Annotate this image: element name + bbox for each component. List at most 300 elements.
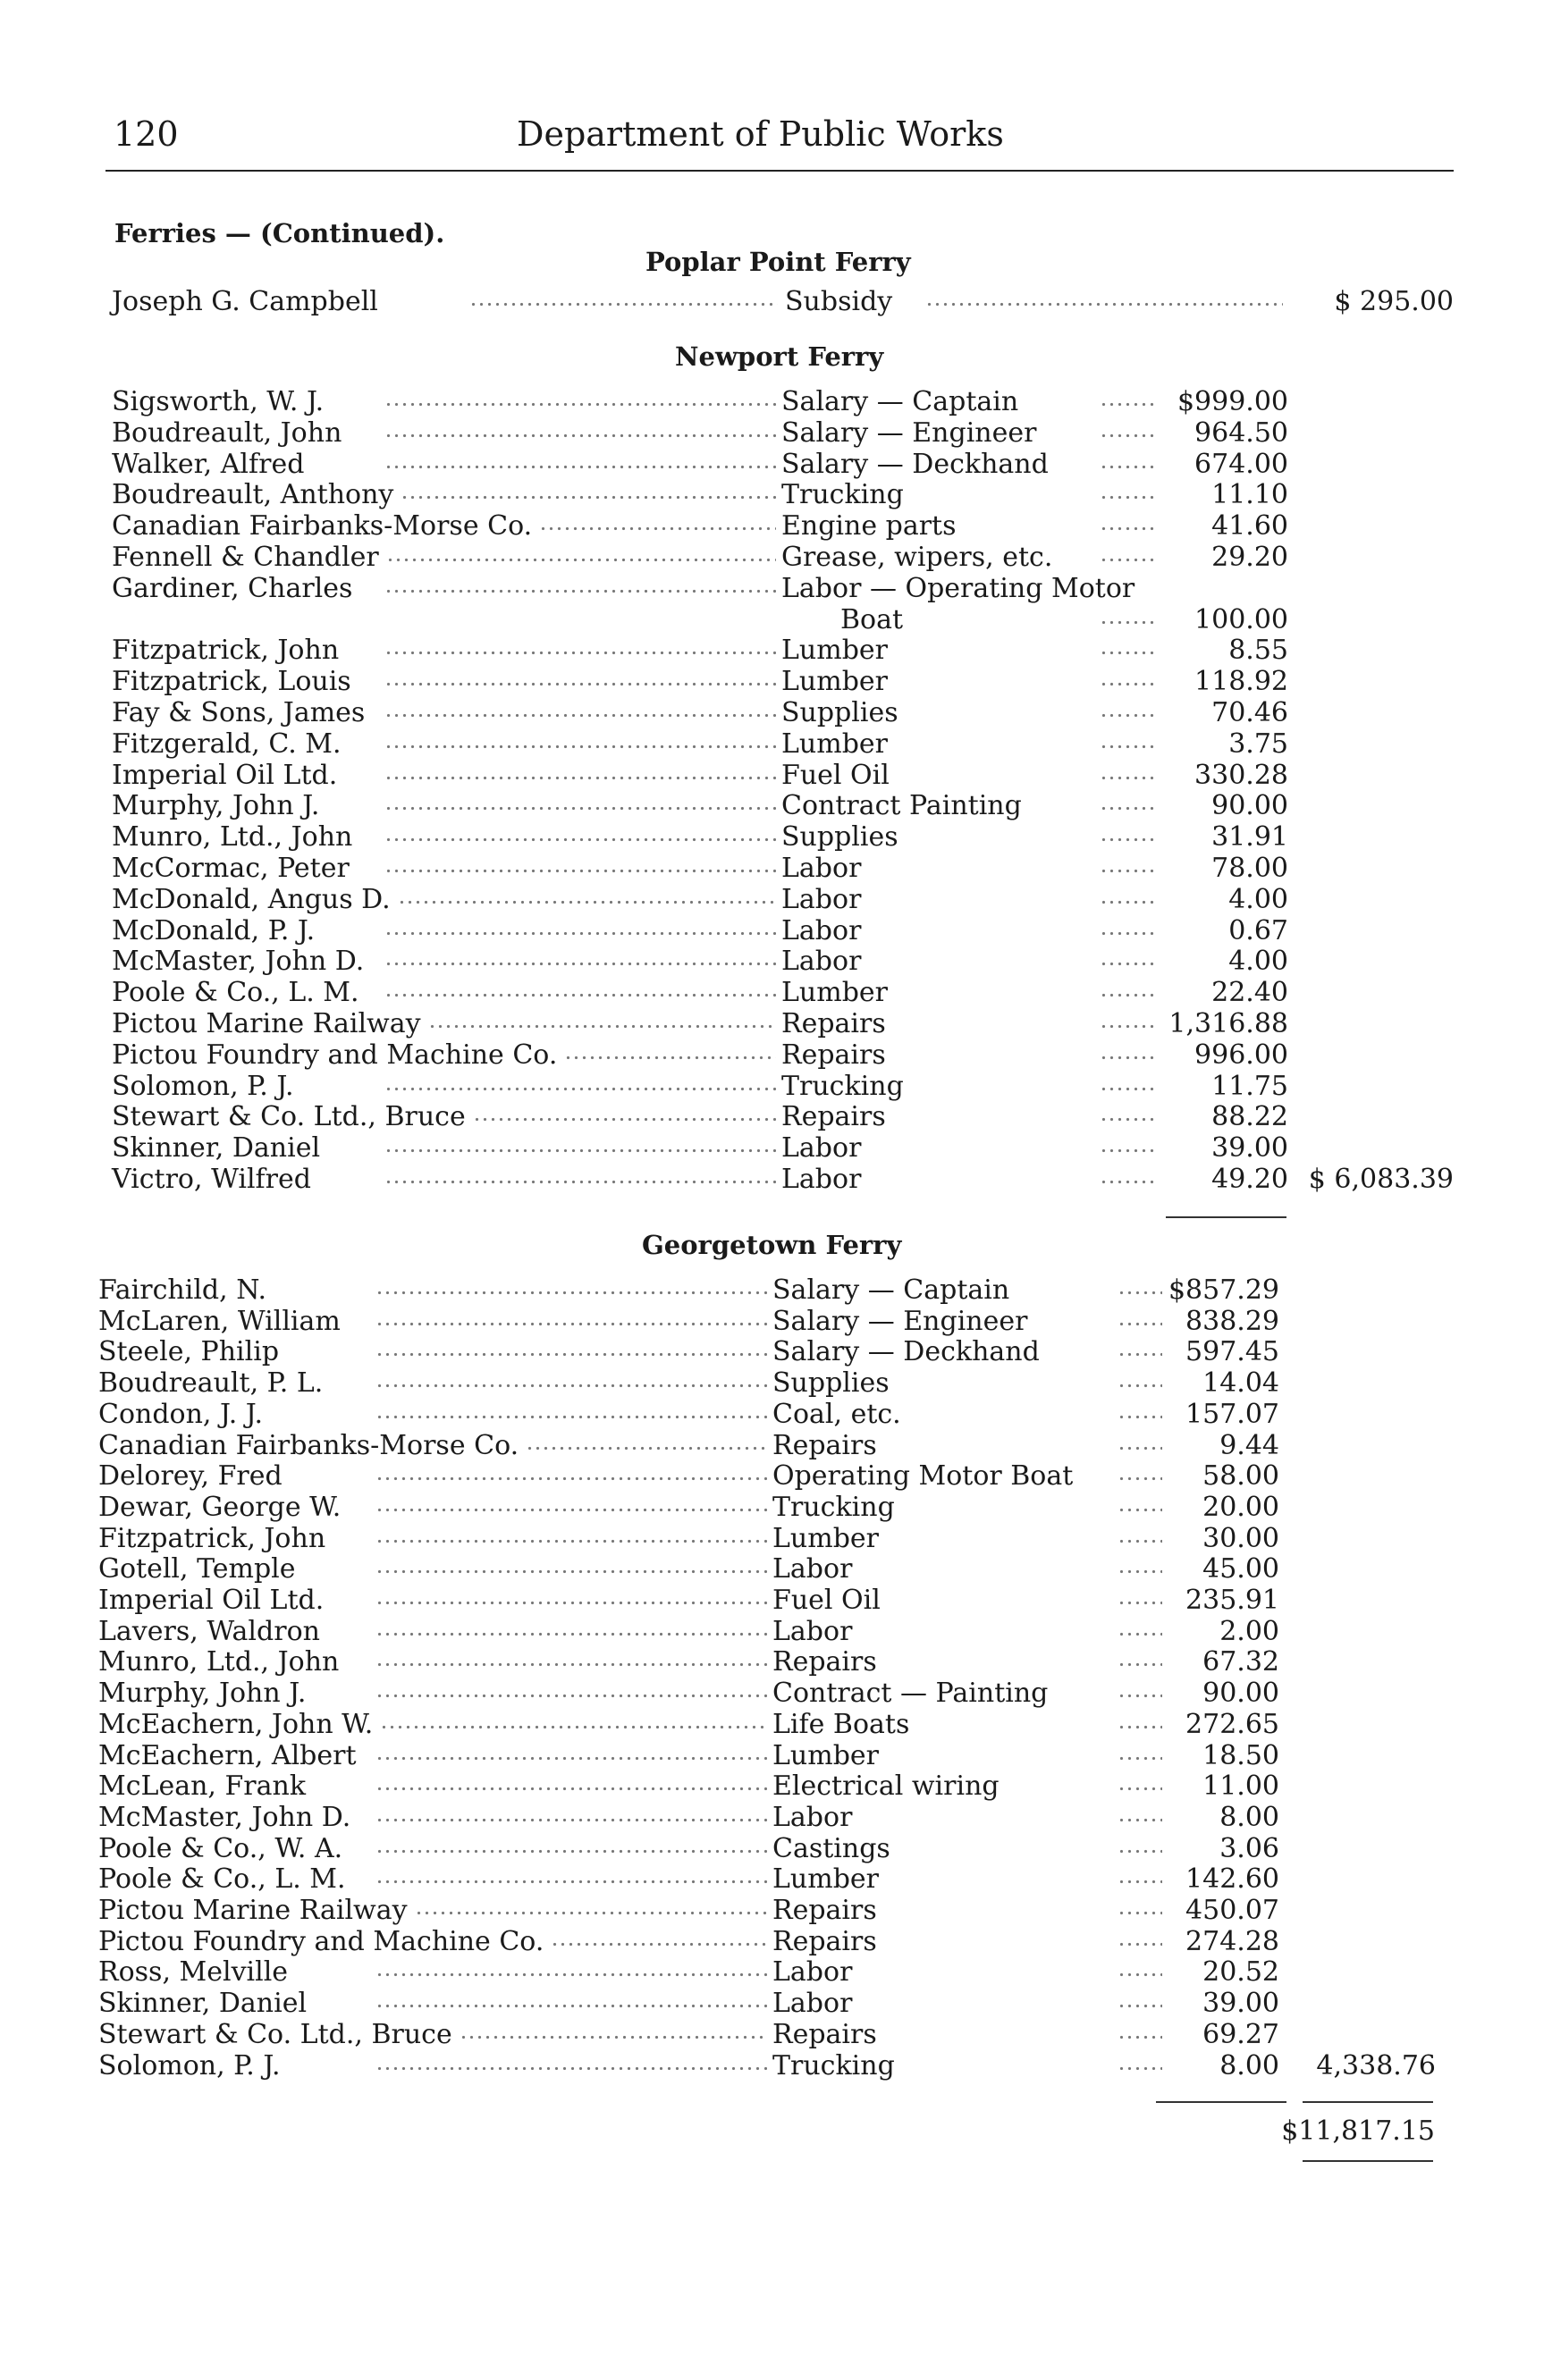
leader-dots [1118, 1336, 1162, 1359]
payment-amount: 30.00 [1202, 1522, 1279, 1554]
payment-description: Castings [772, 1832, 890, 1864]
payment-amount: 996.00 [1194, 1039, 1288, 1071]
newport-subtotal-rule [1166, 1216, 1286, 1218]
leader-dots [1118, 1523, 1162, 1546]
leader-dots [1118, 2050, 1162, 2073]
payee-name: Fitzpatrick, John [98, 1522, 326, 1554]
payee-name: McMaster, John D. [112, 946, 365, 978]
payment-description: Trucking [781, 1070, 904, 1102]
leader-dots [1100, 417, 1158, 441]
payee-name: Imperial Oil Ltd. [98, 1585, 325, 1616]
page-title: Department of Public Works [517, 114, 1004, 154]
leader-dots [1118, 1460, 1162, 1484]
expense-row [0, 1008, 1552, 1040]
poplar-row [0, 286, 1552, 318]
leader-dots [1100, 853, 1158, 876]
payment-description: Lumber [781, 727, 888, 760]
payment-description: Repairs [781, 1008, 886, 1039]
expense-row [0, 417, 1552, 450]
payment-description: Labor [781, 946, 862, 978]
payment-description: Boat [840, 603, 904, 635]
leader-dots [375, 1367, 767, 1391]
ferry-total: $ 6,083.39 [1308, 1164, 1454, 1195]
payment-amount: 4.00 [1228, 946, 1288, 978]
leader-dots [1100, 1164, 1158, 1187]
leader-dots [1118, 1492, 1162, 1515]
payment-amount: 58.00 [1202, 1460, 1279, 1493]
expense-row [0, 604, 1552, 636]
payment-amount: 11.00 [1202, 1770, 1279, 1803]
payment-description: Lumber [781, 635, 888, 667]
payee-name: Sigsworth, W. J. [112, 386, 325, 417]
payment-amount: 142.60 [1185, 1863, 1279, 1896]
payment-description: Salary — Engineer [781, 416, 1037, 449]
expense-row [0, 853, 1552, 885]
payment-description: Supplies [781, 697, 898, 728]
payment-amount: 45.00 [1202, 1553, 1279, 1585]
leader-dots [1118, 1770, 1162, 1794]
leader-dots [375, 1523, 767, 1546]
payment-amount: 274.28 [1185, 1925, 1279, 1957]
payment-description: Engine parts [781, 510, 957, 542]
leader-dots [1100, 1071, 1158, 1094]
leader-dots [1100, 760, 1158, 783]
leader-dots [1118, 1274, 1162, 1298]
expense-row [0, 1492, 1552, 1524]
leader-dots [1100, 977, 1158, 1000]
leader-dots [384, 760, 776, 783]
payee-name: Ross, Melville [98, 1956, 289, 1989]
payment-amount: 1,316.88 [1168, 1008, 1288, 1039]
expense-row [0, 1802, 1552, 1834]
expense-row [0, 1071, 1552, 1103]
expense-row [0, 2019, 1552, 2051]
payee-name: McDonald, Angus D. [112, 883, 391, 915]
leader-dots [1118, 1430, 1162, 1453]
expense-row [0, 1523, 1552, 1555]
payment-description: Trucking [772, 2049, 895, 2081]
leader-dots [375, 1678, 767, 1701]
payee-name: Skinner, Daniel [112, 1132, 321, 1165]
payment-description: Labor [781, 1132, 862, 1165]
leader-dots [375, 1399, 767, 1422]
payment-amount: $857.29 [1168, 1274, 1279, 1306]
leader-dots [384, 1071, 776, 1094]
expense-row [0, 1274, 1552, 1307]
payment-amount: 4.00 [1228, 883, 1288, 915]
payment-description: Operating Motor Boat [772, 1460, 1074, 1493]
payment-amount: 14.04 [1202, 1367, 1279, 1400]
payment-description: Life Boats [772, 1708, 910, 1740]
leader-dots [384, 417, 776, 441]
payment-amount: 9.44 [1219, 1429, 1279, 1461]
expense-row [0, 1132, 1552, 1165]
leader-dots [469, 286, 778, 309]
payment-description: Salary — Engineer [772, 1305, 1028, 1337]
payment-description: Supplies [772, 1367, 890, 1400]
payee-name: Solomon, P. J. [98, 2049, 281, 2081]
leader-dots [1100, 666, 1158, 689]
payment-amount: 90.00 [1211, 790, 1288, 822]
leader-dots [384, 977, 776, 1000]
georgetown-heading: Georgetown Ferry [642, 1230, 902, 1260]
leader-dots [1100, 1039, 1158, 1063]
payee-name: Condon, J. J. [98, 1398, 263, 1430]
leader-dots [1100, 790, 1158, 813]
grand-total-value: $11,817.15 [1281, 2115, 1435, 2147]
expense-row [0, 821, 1552, 854]
leader-dots [460, 2019, 767, 2042]
expense-row [0, 760, 1552, 792]
expense-row [0, 1399, 1552, 1431]
payment-description: Repairs [781, 1039, 886, 1071]
payment-description: Labor [781, 1164, 862, 1195]
payee-name: Poole & Co., W. A. [98, 1832, 343, 1864]
payee-name: Pictou Marine Railway [98, 1895, 408, 1926]
leader-dots [384, 946, 776, 969]
payee-name: Victro, Wilfred [112, 1164, 311, 1195]
expense-row [0, 386, 1552, 418]
leader-dots [1118, 1553, 1162, 1577]
payment-description: Salary — Deckhand [772, 1336, 1040, 1368]
payee-name: Dewar, George W. [98, 1491, 342, 1523]
payment-amount: 20.00 [1202, 1491, 1279, 1523]
leader-dots [375, 1863, 767, 1887]
payment-amount: 2.00 [1219, 1615, 1279, 1647]
payee-name: McEachern, Albert [98, 1739, 357, 1771]
leader-dots [375, 1802, 767, 1825]
payee-name: Delorey, Fred [98, 1460, 283, 1493]
payment-description: Labor — Operating Motor [781, 572, 1135, 604]
leader-dots [375, 1740, 767, 1763]
payee-name: Pictou Foundry and Machine Co. [112, 1039, 558, 1071]
expense-row [0, 666, 1552, 698]
leader-dots [1100, 604, 1158, 627]
leader-dots [375, 1492, 767, 1515]
expense-row [0, 1709, 1552, 1741]
payee-name: Canadian Fairbanks-Morse Co. [112, 510, 533, 542]
payment-description: Lumber [781, 666, 888, 698]
payee-name: McMaster, John D. [98, 1801, 351, 1833]
leader-dots [1118, 1709, 1162, 1732]
leader-dots [1100, 915, 1158, 938]
expense-row [0, 1863, 1552, 1896]
expense-row [0, 1770, 1552, 1803]
payment-amount: 272.65 [1185, 1708, 1279, 1740]
leader-dots [375, 1833, 767, 1856]
expense-row [0, 1926, 1552, 1958]
expense-row [0, 1101, 1552, 1133]
leader-dots [375, 1770, 767, 1794]
expense-row [0, 1039, 1552, 1072]
payee-name: Stewart & Co. Ltd., Bruce [98, 2018, 452, 2050]
newport-heading: Newport Ferry [675, 341, 884, 372]
ferry-total: 4,338.76 [1316, 2049, 1436, 2081]
expense-row [0, 635, 1552, 667]
payment-description: Labor [772, 1615, 853, 1647]
expense-row [0, 510, 1552, 542]
leader-dots [375, 1646, 767, 1669]
payment-description: Labor [781, 914, 862, 946]
payment-description: Salary — Captain [781, 386, 1019, 417]
payment-amount: 3.75 [1228, 727, 1288, 760]
payment-description: Repairs [772, 2018, 877, 2050]
payee-name: Skinner, Daniel [98, 1988, 308, 2020]
payment-amount: 0.67 [1228, 914, 1288, 946]
payee-name: McDonald, P. J. [112, 914, 316, 946]
payee-name: Steele, Philip [98, 1336, 280, 1368]
payment-amount: 49.20 [1211, 1164, 1288, 1195]
grand-total-top-rule [1303, 2101, 1433, 2103]
expense-row [0, 542, 1552, 574]
payment-amount: 90.00 [1202, 1678, 1279, 1710]
leader-dots [415, 1895, 767, 1918]
leader-dots [384, 666, 776, 689]
leader-dots [384, 728, 776, 752]
payment-description: Labor [772, 1956, 853, 1989]
poplar-desc: Subsidy [785, 286, 893, 317]
leader-dots [473, 1101, 776, 1124]
payee-name: Fennell & Chandler [112, 542, 379, 573]
payee-name: McLaren, William [98, 1305, 341, 1337]
payment-description: Repairs [772, 1646, 877, 1678]
payee-name: Imperial Oil Ltd. [112, 759, 338, 791]
leader-dots [384, 386, 776, 409]
leader-dots [564, 1039, 776, 1063]
payee-name: Munro, Ltd., John [112, 821, 353, 854]
leader-dots [1100, 728, 1158, 752]
payment-description: Labor [772, 1801, 853, 1833]
payee-name: Solomon, P. J. [112, 1070, 294, 1102]
payee-name: Fairchild, N. [98, 1274, 267, 1306]
expense-row [0, 1430, 1552, 1462]
leader-dots [1118, 1646, 1162, 1669]
payee-name: McCormac, Peter [112, 853, 350, 884]
header-rule [105, 170, 1454, 172]
leader-dots [384, 449, 776, 472]
expense-row [0, 1585, 1552, 1617]
expense-row [0, 790, 1552, 822]
leader-dots [375, 1336, 767, 1359]
payment-description: Trucking [781, 479, 904, 511]
page-number: 120 [114, 114, 179, 154]
payment-amount: 838.29 [1185, 1305, 1279, 1337]
expense-row [0, 1367, 1552, 1400]
payment-description: Lumber [772, 1863, 879, 1896]
expense-row [0, 728, 1552, 761]
leader-dots [375, 1988, 767, 2011]
expense-row [0, 2050, 1552, 2082]
expense-row [0, 697, 1552, 729]
leader-dots [384, 821, 776, 845]
expense-row [0, 1460, 1552, 1493]
expense-row [0, 479, 1552, 511]
georgetown-subtotal-rule [1156, 2101, 1286, 2103]
payee-name: Canadian Fairbanks-Morse Co. [98, 1429, 519, 1461]
leader-dots [1118, 1585, 1162, 1608]
leader-dots [384, 635, 776, 658]
payee-name: Walker, Alfred [112, 448, 305, 480]
expense-row [0, 1306, 1552, 1338]
payment-amount: 31.91 [1211, 821, 1288, 854]
payment-description: Fuel Oil [772, 1585, 881, 1616]
payment-amount: 78.00 [1211, 853, 1288, 884]
leader-dots [1118, 1399, 1162, 1422]
expense-row [0, 977, 1552, 1009]
poplar-name: Joseph G. Campbell [112, 286, 378, 317]
payment-amount: 235.91 [1185, 1585, 1279, 1616]
payee-name: Gardiner, Charles [112, 572, 353, 604]
expense-row [0, 884, 1552, 916]
leader-dots [375, 1616, 767, 1639]
payee-name: Pictou Marine Railway [112, 1008, 421, 1039]
leader-dots [1100, 542, 1158, 565]
payment-description: Grease, wipers, etc. [781, 542, 1053, 573]
leader-dots [380, 1709, 767, 1732]
expense-row [0, 1336, 1552, 1368]
payment-amount: 69.27 [1202, 2018, 1279, 2050]
payment-amount: 11.75 [1211, 1070, 1288, 1102]
leader-dots [1100, 510, 1158, 534]
payee-name: Fitzpatrick, Louis [112, 666, 351, 698]
leader-dots [375, 1460, 767, 1484]
payment-amount: 964.50 [1194, 416, 1288, 449]
leader-dots [1118, 1833, 1162, 1856]
payment-amount: 8.55 [1228, 635, 1288, 667]
payment-amount: 330.28 [1194, 759, 1288, 791]
leader-dots [375, 2050, 767, 2073]
payment-amount: 597.45 [1185, 1336, 1279, 1368]
expense-row [0, 1895, 1552, 1927]
payee-name: Boudreault, John [112, 416, 342, 449]
leader-dots [1100, 884, 1158, 907]
leader-dots [925, 286, 1283, 309]
payee-name: Lavers, Waldron [98, 1615, 320, 1647]
payee-name: Pictou Foundry and Machine Co. [98, 1925, 544, 1957]
payment-amount: 8.00 [1219, 2049, 1279, 2081]
leader-dots [1118, 1367, 1162, 1391]
leader-dots [386, 542, 776, 565]
section-note: Ferries — (Continued). [114, 218, 445, 248]
poplar-heading: Poplar Point Ferry [645, 247, 911, 277]
payee-name: McEachern, John W. [98, 1708, 374, 1740]
payee-name: Fitzgerald, C. M. [112, 727, 342, 760]
payment-description: Salary — Deckhand [781, 448, 1049, 480]
payment-description: Labor [772, 1988, 853, 2020]
payee-name: McLean, Frank [98, 1770, 307, 1803]
payment-amount: 70.46 [1211, 697, 1288, 728]
expense-row [0, 1646, 1552, 1678]
payment-amount: 39.00 [1202, 1988, 1279, 2020]
expense-row [0, 1678, 1552, 1710]
grand-total-bottom-rule [1303, 2160, 1433, 2162]
expense-row [0, 1164, 1552, 1196]
expense-row [0, 449, 1552, 481]
leader-dots [384, 573, 776, 596]
expense-row [0, 946, 1552, 978]
leader-dots [384, 1132, 776, 1156]
payee-name: Stewart & Co. Ltd., Bruce [112, 1101, 466, 1133]
leader-dots [398, 884, 776, 907]
leader-dots [1100, 635, 1158, 658]
expense-row [0, 1740, 1552, 1772]
payee-name: Munro, Ltd., John [98, 1646, 340, 1678]
expense-row [0, 1988, 1552, 2020]
payment-amount: 674.00 [1194, 448, 1288, 480]
payment-description: Fuel Oil [781, 759, 890, 791]
leader-dots [401, 479, 776, 502]
leader-dots [1118, 1802, 1162, 1825]
payee-name: Murphy, John J. [98, 1678, 307, 1710]
payee-name: Gotell, Temple [98, 1553, 296, 1585]
payment-description: Salary — Captain [772, 1274, 1010, 1306]
leader-dots [1118, 1926, 1162, 1949]
leader-dots [1118, 1678, 1162, 1701]
expense-row [0, 1956, 1552, 1989]
payment-description: Labor [781, 883, 862, 915]
payment-amount: 11.10 [1211, 479, 1288, 511]
payee-name: Murphy, John J. [112, 790, 320, 822]
leader-dots [428, 1008, 776, 1031]
leader-dots [384, 915, 776, 938]
leader-dots [1100, 946, 1158, 969]
payment-description: Supplies [781, 821, 898, 854]
leader-dots [1118, 1956, 1162, 1980]
payee-name: Boudreault, Anthony [112, 479, 394, 511]
payee-name: Fay & Sons, James [112, 697, 366, 728]
payment-amount: 118.92 [1194, 666, 1288, 698]
leader-dots [539, 510, 776, 534]
expense-row [0, 915, 1552, 947]
payment-amount: 8.00 [1219, 1801, 1279, 1833]
payment-amount: $999.00 [1177, 386, 1288, 417]
payment-description: Repairs [772, 1925, 877, 1957]
payment-amount: 157.07 [1185, 1398, 1279, 1430]
expense-row [0, 1553, 1552, 1585]
payee-name: Poole & Co., L. M. [112, 977, 359, 1009]
payment-amount: 67.32 [1202, 1646, 1279, 1678]
leader-dots [551, 1926, 767, 1949]
leader-dots [1118, 1306, 1162, 1329]
payment-description: Repairs [772, 1429, 877, 1461]
payment-description: Trucking [772, 1491, 895, 1523]
poplar-total: $ 295.00 [1334, 286, 1454, 317]
payee-name: Fitzpatrick, John [112, 635, 340, 667]
payment-description: Contract Painting [781, 790, 1022, 822]
payment-amount: 41.60 [1211, 510, 1288, 542]
leader-dots [1118, 1863, 1162, 1887]
leader-dots [1118, 2019, 1162, 2042]
leader-dots [1100, 1101, 1158, 1124]
payment-description: Coal, etc. [772, 1398, 901, 1430]
payment-amount: 18.50 [1202, 1739, 1279, 1771]
leader-dots [1118, 1895, 1162, 1918]
leader-dots [1100, 449, 1158, 472]
expense-row [0, 573, 1552, 605]
payee-name: Poole & Co., L. M. [98, 1863, 346, 1896]
payment-description: Labor [772, 1553, 853, 1585]
leader-dots [384, 790, 776, 813]
leader-dots [1100, 821, 1158, 845]
payment-amount: 450.07 [1185, 1895, 1279, 1926]
leader-dots [375, 1956, 767, 1980]
payee-name: Boudreault, P. L. [98, 1367, 324, 1400]
leader-dots [384, 697, 776, 720]
leader-dots [384, 1164, 776, 1187]
payment-amount: 3.06 [1219, 1832, 1279, 1864]
payment-amount: 88.22 [1211, 1101, 1288, 1133]
payment-amount: 100.00 [1194, 603, 1288, 635]
